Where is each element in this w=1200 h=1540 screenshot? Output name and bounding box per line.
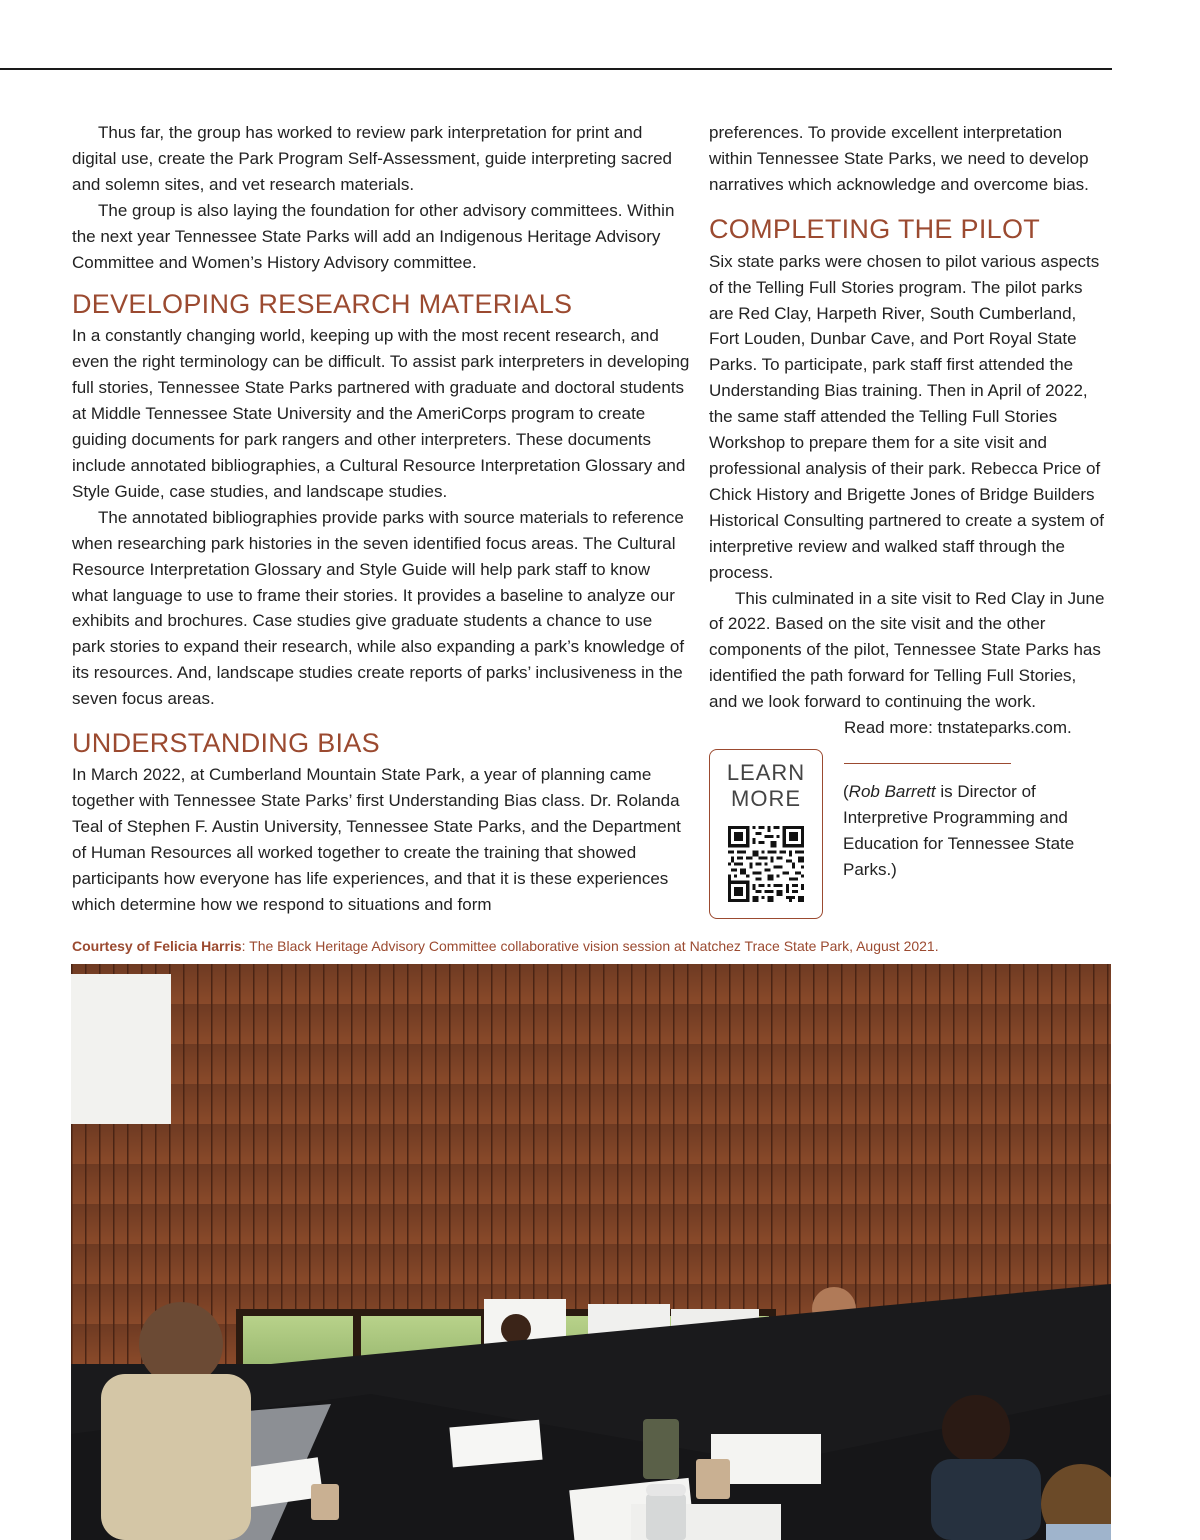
qr-code-icon[interactable]	[728, 826, 804, 902]
caption-text: : The Black Heritage Advisory Committee collaborative vision session at Natchez Trace State Park, August 2021.	[241, 938, 939, 954]
learn-more-label	[710, 760, 822, 812]
header-rule	[0, 68, 1112, 70]
pilot-paragraph-2: This culminated in a site visit to Red Clay in June of 2022. Based on the site visit and the other components of the pilot, Tennessee State Parks has identified the path forward for Telling Full Stories, and we look forward to continuing the work.	[709, 588, 1105, 712]
research-paragraph-1: In a constantly changing world, keeping up with the most recent research, and even the right terminology can be difficult. To assist park interpreters in developing full stories, Tennessee State Parks partnered with graduate and doctoral students at Middle Tennessee State University and the AmeriCorps program to create guiding documents for park rangers and other interpreters. These documents include annotated bibliographies, a Cultural Resource Interpretation Glossary and Style Guide, case studies, and landscape studies.	[72, 326, 690, 501]
bio-text: is Director of Interpretive Programming and Education for Tennessee State Parks.)	[843, 781, 1075, 879]
read-more-link[interactable]: Read more: tnstateparks.com.	[844, 718, 1072, 738]
learn-more-line-2: MORE	[731, 785, 801, 811]
intro-paragraph-2: The group is also laying the foundation for other advisory committees. Within the next year Tennessee State Parks will add an Indigenous Heritage Advisory Committee and Women’s History Advisory committee.	[72, 200, 675, 272]
learn-more-line-1: LEARN	[726, 759, 806, 785]
photo-credit: Courtesy of Felicia Harris	[72, 938, 242, 954]
bias-continued-paragraph: preferences. To provide excellent interpretation within Tennessee State Parks, we need to develop narratives which acknowledge and overcome bias.	[709, 123, 1089, 194]
author-name: Rob Barrett	[848, 781, 936, 801]
learn-more-block	[709, 741, 1109, 931]
left-column	[72, 120, 690, 917]
research-paragraph-2: The annotated bibliographies provide parks with source materials to reference when researching park histories in the seven identified focus areas. The Cultural Resource Interpretation Glossary and Style Guide will help park staff to know what language to use to frame their stories. It provides a baseline to analyze our exhibits and brochures. Case studies give graduate students a chance to use park stories to expand their research, while also expanding a park’s knowledge of its resources. And, landscape studies create reports of parks’ inclusiveness in the seven focus areas.	[72, 507, 685, 709]
bias-heading: UNDERSTANDING BIAS	[72, 728, 380, 759]
right-column	[709, 120, 1109, 931]
author-bio	[843, 779, 1103, 883]
learn-more-box[interactable]	[709, 749, 823, 919]
pilot-heading: COMPLETING THE PILOT	[709, 213, 1041, 244]
pilot-paragraph-1: Six state parks were chosen to pilot various aspects of the Telling Full Stories program. The pilot parks are Red Clay, Harpeth River, South Cumberland, Fort Louden, Dunbar Cave, and Port Royal State Parks. To participate, park staff first attended the Understanding Bias training. Then in April of 2022, the same staff attended the Telling Full Stories Workshop to prepare them for a site visit and professional analysis of their park. Rebecca Price of Chick History and Brigette Jones of Bridge Builders Historical Consulting partnered to create a system of interpretive review and walked staff through the process.	[709, 251, 1104, 582]
bias-paragraph-1: In March 2022, at Cumberland Mountain State Park, a year of planning came together with Tennessee State Parks’ first Understanding Bias class. Dr. Rolanda Teal of Stephen F. Austin University, Tennessee State Parks, and the Department of Human Resources all worked together to create the training that showed participants how everyone has life experiences, and that it is these experiences which determine how we respond to situations and form	[72, 765, 681, 914]
bio-divider	[844, 763, 1011, 764]
photo-caption	[72, 936, 939, 956]
research-heading: DEVELOPING RESEARCH MATERIALS	[72, 289, 573, 320]
meeting-photo	[71, 964, 1111, 1540]
intro-paragraph-1: Thus far, the group has worked to review park interpretation for print and digital use, create the Park Program Self-Assessment, guide interpreting sacred and solemn sites, and vet research materials.	[72, 123, 673, 194]
bio-open-paren: (	[843, 781, 849, 801]
